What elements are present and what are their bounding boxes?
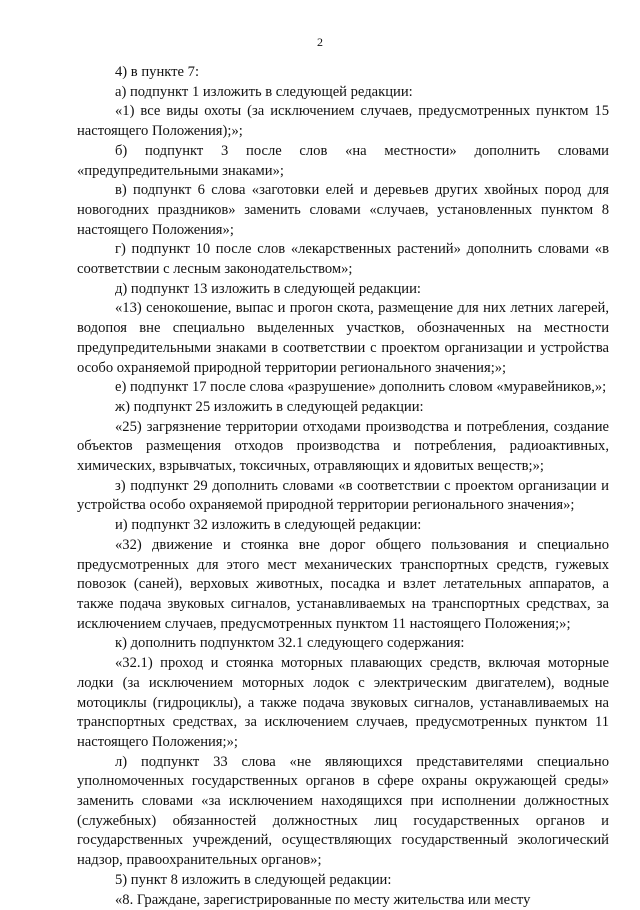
paragraph: «32) движение и стоянка вне дорог общего пользования и специально предусмотренных для этого мест механических транспортных средств, гужевых повозок (саней), верховых животных, посадка и взлет летательных аппаратов, а также подача звуковых сигналов, устанавливаемых на транспортных средствах, за исключением случаев, предусмотренных пунктом 11 настоящего Положения;»;	[77, 536, 609, 632]
page-number: 2	[317, 35, 323, 49]
document-body	[77, 63, 609, 910]
paragraph: ж) подпункт 25 изложить в следующей редакции:	[115, 398, 424, 415]
paragraph: «25) загрязнение территории отходами производства и потребления, создание объектов размещения отходов производства и потребления, радиоактивных, химических, взрывчатых, токсичных, отравляющих и ядовитых веществ;»;	[77, 418, 609, 475]
paragraph: «32.1) проход и стоянка моторных плавающих средств, включая моторные лодки (за исключением моторных лодок с электрическим двигателем), водные мотоциклы (гидроциклы), а также подача звуковых сигналов, устанавливаемых на транспортных средствах, за исключением случаев, предусмотренных пунктом 11 настоящего Положения;»;	[77, 655, 609, 750]
paragraph: д) подпункт 13 изложить в следующей редакции:	[115, 280, 421, 297]
paragraph: а) подпункт 1 изложить в следующей редакции:	[115, 83, 413, 100]
paragraph: в) подпункт 6 слова «заготовки елей и деревьев других хвойных пород для новогодних праздников» заменить словами «случаев, установленных пунктом 8 настоящего Положения»;	[77, 182, 609, 238]
paragraph: 5) пункт 8 изложить в следующей редакции:	[115, 871, 392, 888]
paragraph: 4) в пункте 7:	[115, 64, 200, 80]
paragraph: и) подпункт 32 изложить в следующей редакции:	[115, 517, 422, 534]
paragraph: л) подпункт 33 слова «не являющихся представителями специально уполномоченных государственных органов в сфере охраны окружающей среды» заменить словами «за исключением находящихся при исполнении должностных (служебных) обязанностей должностных лиц государственных органов и государственных учреждений, осуществляющих государственный экологический надзор, правоохранительных органов»;	[77, 753, 609, 869]
paragraph: к) дополнить подпунктом 32.1 следующего содержания:	[115, 635, 465, 652]
paragraph: е) подпункт 17 после слова «разрушение» дополнить словом «муравейников,»;	[115, 379, 607, 396]
paragraph: «1) все виды охоты (за исключением случаев, предусмотренных пунктом 15 настоящего Положения);»;	[77, 103, 609, 140]
paragraph: «8. Граждане, зарегистрированные по месту жительства или месту	[115, 891, 531, 908]
paragraph: б) подпункт 3 после слов «на местности» дополнить словами «предупредительными знаками»;	[77, 142, 609, 179]
paragraph: «13) сенокошение, выпас и прогон скота, размещение для них летних лагерей, водопоя вне специально выделенных участков, обозначенных на местности предупредительными знаками в соответствии с проектом организации и устройства особо охраняемой природной территории регионального значения;»;	[77, 300, 609, 376]
paragraph: з) подпункт 29 дополнить словами «в соответствии с проектом организации и устройства особо охраняемой природной территории регионального значения»;	[77, 477, 609, 514]
paragraph: г) подпункт 10 после слов «лекарственных растений» дополнить словами «в соответствии с лесным законодательством»;	[77, 241, 609, 278]
